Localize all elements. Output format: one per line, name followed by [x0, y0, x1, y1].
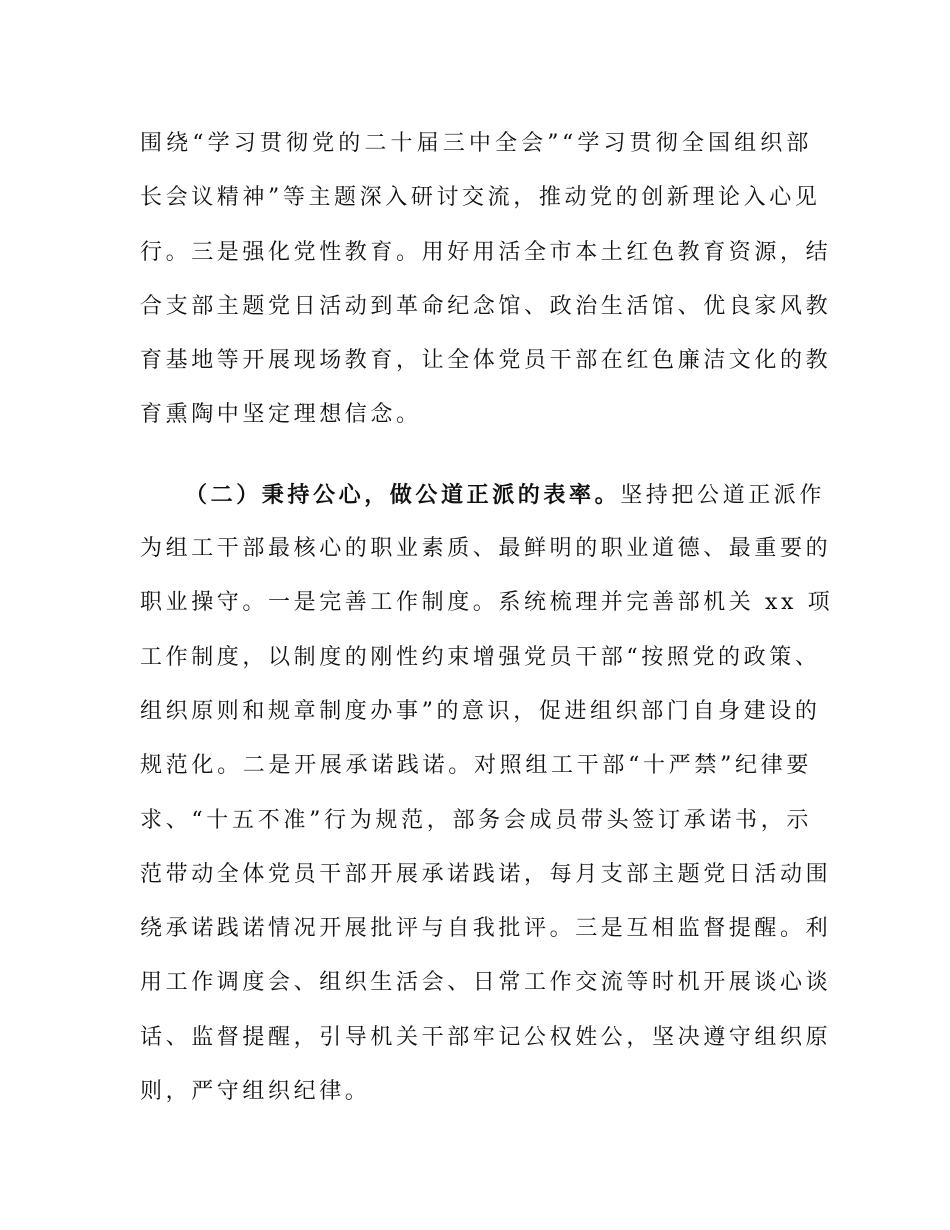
text-line: 组织原则和规章制度办事”的意识，促进组织部门自身建设的: [140, 698, 821, 724]
text-line: 长会议精神”等主题深入研讨交流，推动党的创新理论入心见: [140, 185, 821, 211]
text-line: 范带动全体党员干部开展承诺践诺，每月支部主题党日活动围: [140, 861, 832, 887]
text-line: 育熏陶中坚定理想信念。: [140, 402, 422, 428]
text-line: 用工作调度会、组织生活会、日常工作交流等时机开展谈心谈: [140, 970, 832, 996]
text-line: 求、“十五不准”行为规范，部务会成员带头签订承诺书，示: [140, 807, 812, 833]
text-line: 工作制度，以制度的刚性约束增强党员干部“按照党的政策、: [140, 644, 821, 670]
text-line: 规范化。二是开展承诺践诺。对照组工干部“十严禁”纪律要: [140, 753, 812, 779]
paragraph-1: [140, 117, 832, 443]
document-body: [140, 117, 834, 1119]
text-line-rest: 坚持把公道正派作: [620, 482, 826, 508]
paragraph-2: [140, 468, 834, 1120]
text-line: 则，严守组织纪律。: [140, 1079, 371, 1105]
text-line: 围绕“学习贯彻党的二十届三中全会”“学习贯彻全国组织部: [140, 131, 812, 156]
text-line: 话、监督提醒，引导机关干部牢记公权姓公，坚决遵守组织原: [140, 1024, 832, 1050]
text-line: 绕承诺践诺情况开展批评与自我批评。三是互相监督提醒。利: [140, 916, 832, 942]
text-line: 合支部主题党日活动到革命纪念馆、政治生活馆、优良家风教: [140, 293, 832, 319]
text-line-first: [140, 468, 826, 522]
text-line: 育基地等开展现场教育，让全体党员干部在红色廉洁文化的教: [140, 348, 832, 374]
text-line: 行。三是强化党性教育。用好用活全市本土红色教育资源，结: [140, 239, 832, 265]
text-line: 为组工干部最核心的职业素质、最鲜明的职业道德、最重要的: [140, 536, 832, 562]
paragraph-gap: [140, 443, 812, 468]
section-heading: （二）秉持公心，做公道正派的表率。: [185, 481, 621, 508]
text-line: 职业操守。一是完善工作制度。系统梳理并完善部机关 xx 项: [140, 590, 834, 616]
